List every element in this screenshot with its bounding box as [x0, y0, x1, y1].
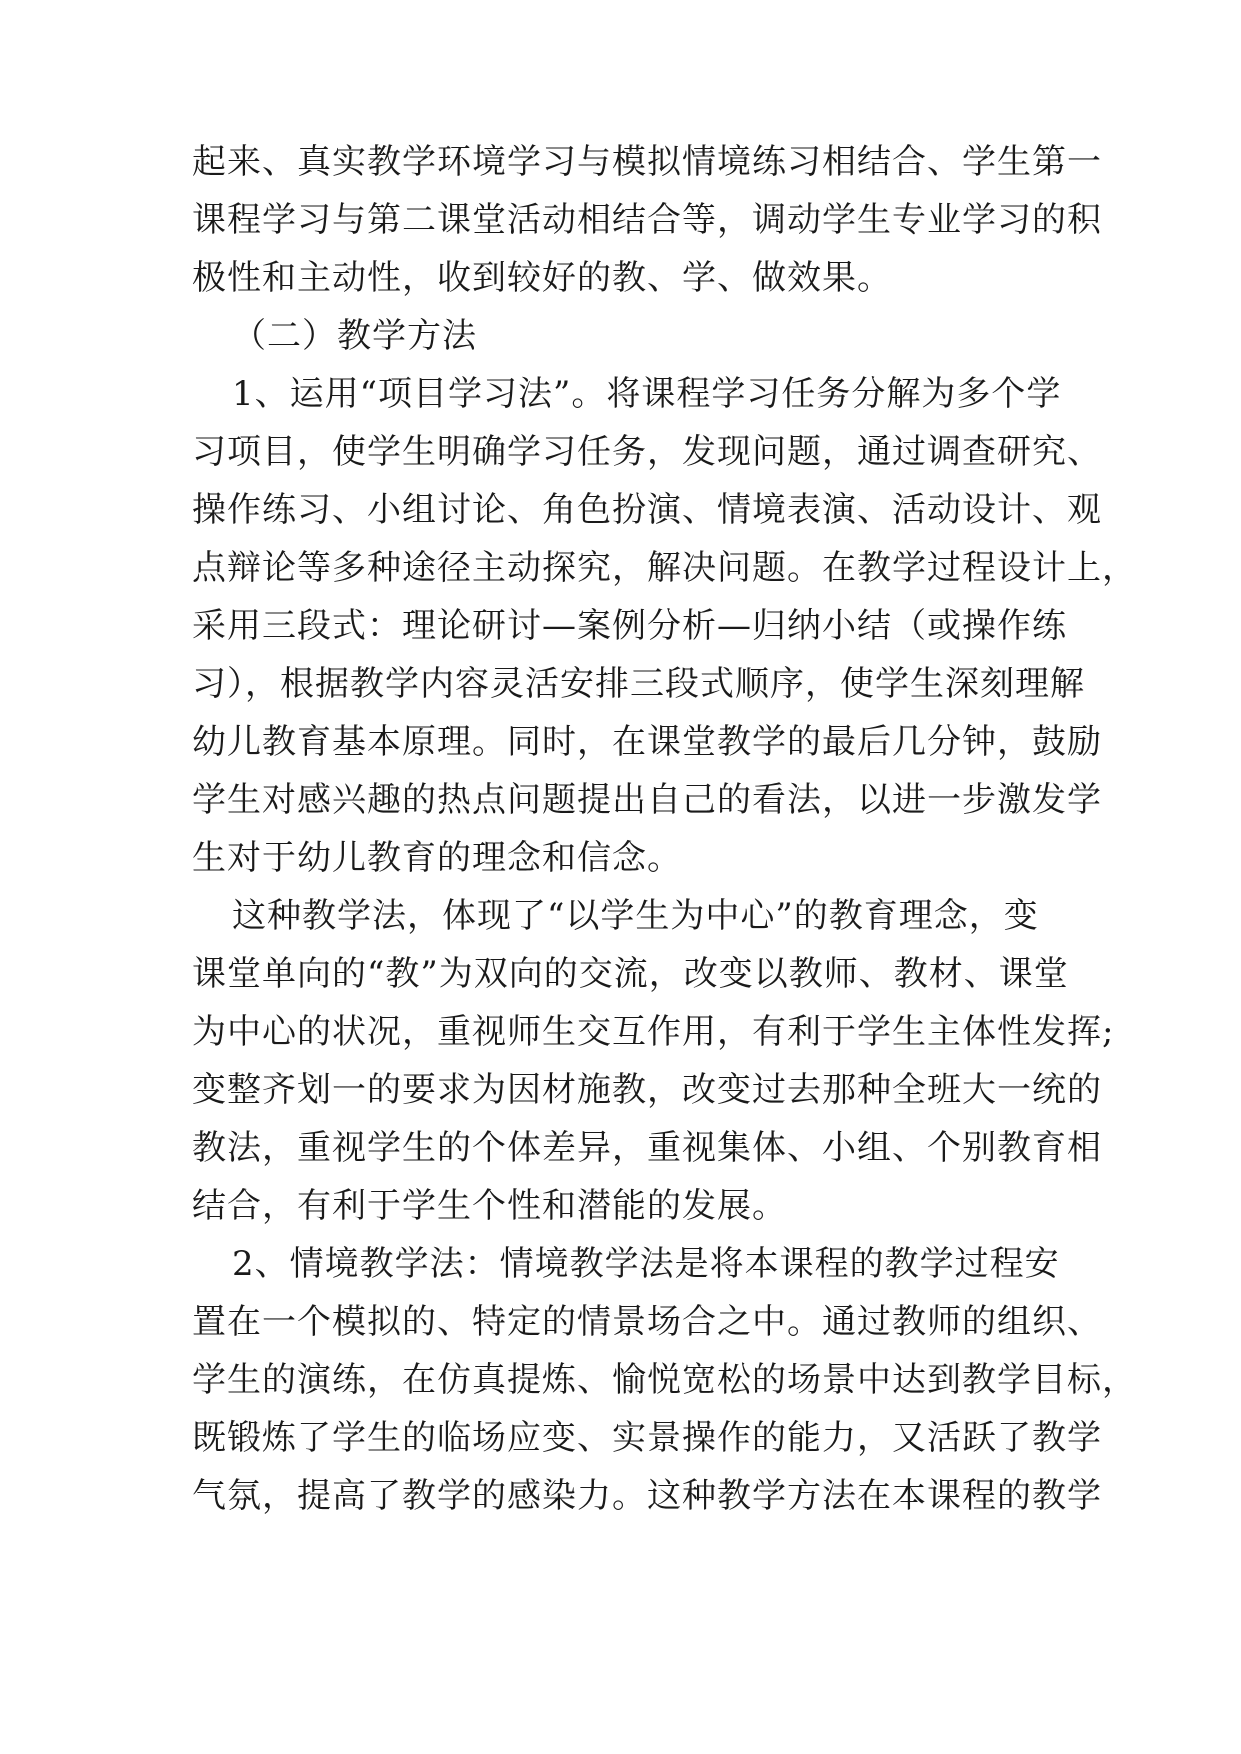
section-heading: （二）教学方法: [232, 316, 477, 356]
text-line: 采用三段式：理论研讨—案例分析—归纳小结（或操作练: [192, 606, 1067, 646]
text-line: 结合，有利于学生个性和潜能的发展。: [192, 1186, 787, 1226]
text-line: 极性和主动性，收到较好的教、学、做效果。: [192, 258, 892, 298]
text-line: 点辩论等多种途径主动探究，解决问题。在教学过程设计上，: [192, 548, 1137, 588]
text-line: 教法，重视学生的个体差异，重视集体、小组、个别教育相: [192, 1128, 1102, 1168]
text-line: 幼儿教育基本原理。同时，在课堂教学的最后几分钟，鼓励: [192, 722, 1102, 762]
text-line: 学生对感兴趣的热点问题提出自己的看法，以进一步激发学: [192, 780, 1102, 820]
text-line: 学生的演练，在仿真提炼、愉悦宽松的场景中达到教学目标，: [192, 1360, 1137, 1400]
text-line: 气氛，提高了教学的感染力。这种教学方法在本课程的教学: [192, 1476, 1102, 1516]
text-line: 习），根据教学内容灵活安排三段式顺序，使学生深刻理解: [192, 664, 1085, 704]
text-line: 起来、真实教学环境学习与模拟情境练习相结合、学生第一: [192, 142, 1102, 182]
text-line: 既锻炼了学生的临场应变、实景操作的能力，又活跃了教学: [192, 1418, 1102, 1458]
text-line: 变整齐划一的要求为因材施教，改变过去那种全班大一统的: [192, 1070, 1102, 1110]
text-line: 课堂单向的“教”为双向的交流，改变以教师、教材、课堂: [192, 954, 1069, 994]
text-line: 习项目，使学生明确学习任务，发现问题，通过调查研究、: [192, 432, 1102, 472]
paragraph-first-line: 这种教学法，体现了“以学生为中心”的教育理念，变: [232, 896, 1039, 936]
paragraph-first-line: 2、情境教学法：情境教学法是将本课程的教学过程安: [232, 1244, 1060, 1284]
text-line: 操作练习、小组讨论、角色扮演、情境表演、活动设计、观: [192, 490, 1102, 530]
text-line: 课程学习与第二课堂活动相结合等，调动学生专业学习的积: [192, 200, 1102, 240]
text-line: 置在一个模拟的、特定的情景场合之中。通过教师的组织、: [192, 1302, 1102, 1342]
text-line: 生对于幼儿教育的理念和信念。: [192, 838, 682, 878]
text-line: 为中心的状况，重视师生交互作用，有利于学生主体性发挥;: [192, 1012, 1115, 1052]
paragraph-first-line: 1、运用“项目学习法”。将课程学习任务分解为多个学: [232, 374, 1062, 414]
